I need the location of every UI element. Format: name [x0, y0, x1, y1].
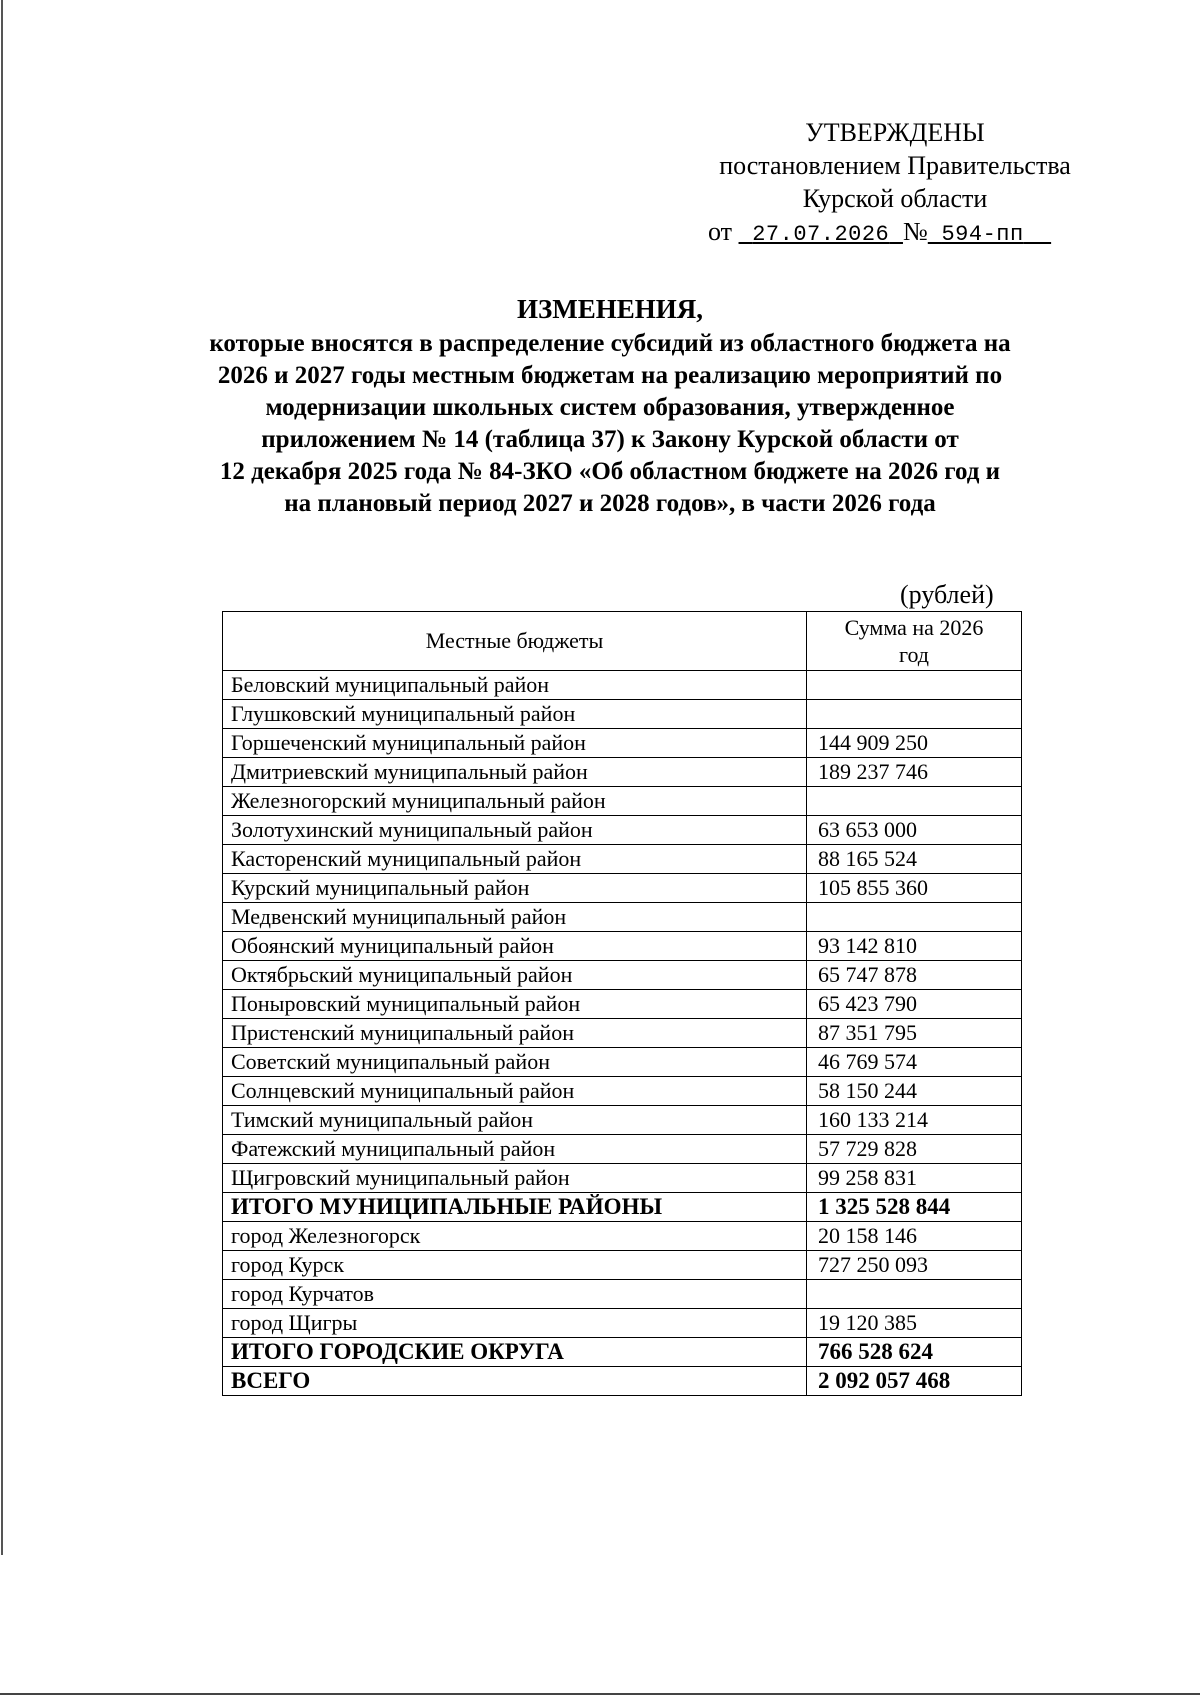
budget-name-cell: Пристенский муниципальный район [223, 1019, 807, 1048]
header-amount-line-2: год [898, 642, 930, 667]
approval-number [928, 222, 1051, 247]
table-row [223, 1106, 1022, 1135]
budget-amount-cell: 144 909 250 [806, 729, 1021, 758]
table-row [223, 758, 1022, 787]
budget-amount-cell: 88 165 524 [806, 845, 1021, 874]
budget-amount-cell: 1 325 528 844 [806, 1193, 1021, 1222]
budget-name-cell: Медвенский муниципальный район [223, 903, 807, 932]
table-row [223, 1251, 1022, 1280]
budget-name-cell: ВСЕГО [223, 1367, 807, 1396]
budget-name-cell: город Курчатов [223, 1280, 807, 1309]
budget-name-cell: Фатежский муниципальный район [223, 1135, 807, 1164]
table-row [223, 1077, 1022, 1106]
budget-amount-cell: 65 423 790 [806, 990, 1021, 1019]
approval-line-3: Курской области [802, 184, 988, 213]
table-row [223, 903, 1022, 932]
budget-name-cell: Беловский муниципальный район [223, 671, 807, 700]
budget-amount-cell: 57 729 828 [806, 1135, 1021, 1164]
table-row [223, 1222, 1022, 1251]
header-local-budgets: Местные бюджеты [223, 612, 807, 671]
table-row [223, 671, 1022, 700]
budget-name-cell: Обоянский муниципальный район [223, 932, 807, 961]
title-heading: ИЗМЕНЕНИЯ, [516, 294, 703, 324]
title-line: на плановый период 2027 и 2028 годов», в части 2026 года [284, 490, 936, 517]
scan-edge-bottom [0, 1693, 1200, 1695]
title-line: 12 декабря 2025 года № 84-ЗКО «Об областном бюджете на 2026 год и [219, 458, 1001, 485]
approval-line-1: УТВЕРЖДЕНЫ [805, 118, 985, 147]
budget-amount-cell: 46 769 574 [806, 1048, 1021, 1077]
table-row [223, 1048, 1022, 1077]
table-total-row [223, 1367, 1022, 1396]
budget-name-cell: город Железногорск [223, 1222, 807, 1251]
budget-amount-cell: 766 528 624 [806, 1338, 1021, 1367]
date-prefix: от [708, 217, 733, 246]
budget-name-cell: Октябрьский муниципальный район [223, 961, 807, 990]
table-row [223, 990, 1022, 1019]
table-total-row [223, 1193, 1022, 1222]
budget-name-cell: Железногорский муниципальный район [223, 787, 807, 816]
budget-amount-cell: 63 653 000 [806, 816, 1021, 845]
budget-amount-cell [806, 700, 1021, 729]
approval-date [739, 222, 903, 247]
budget-name-cell: Глушковский муниципальный район [223, 700, 807, 729]
budget-amount-cell: 99 258 831 [806, 1164, 1021, 1193]
header-amount [806, 612, 1021, 671]
budget-name-cell: ИТОГО МУНИЦИПАЛЬНЫЕ РАЙОНЫ [223, 1193, 807, 1222]
budget-amount-cell: 58 150 244 [806, 1077, 1021, 1106]
budget-table [222, 611, 1022, 1396]
budget-amount-cell: 93 142 810 [806, 932, 1021, 961]
budget-amount-cell [806, 903, 1021, 932]
budget-amount-cell: 2 092 057 468 [806, 1367, 1021, 1396]
approval-number-value: 594-пп [941, 222, 1024, 247]
budget-amount-cell: 20 158 146 [806, 1222, 1021, 1251]
budget-name-cell: Дмитриевский муниципальный район [223, 758, 807, 787]
budget-name-cell: Золотухинский муниципальный район [223, 816, 807, 845]
table-row [223, 1164, 1022, 1193]
document-title [140, 293, 1080, 520]
table-body [223, 671, 1022, 1396]
approval-stamp [680, 116, 1110, 251]
table-row [223, 700, 1022, 729]
budget-amount-cell: 727 250 093 [806, 1251, 1021, 1280]
budget-amount-cell: 160 133 214 [806, 1106, 1021, 1135]
table-total-row [223, 1338, 1022, 1367]
title-line: 2026 и 2027 годы местным бюджетам на реализацию мероприятий по [217, 362, 1003, 389]
table-row [223, 1019, 1022, 1048]
table-row [223, 845, 1022, 874]
budget-amount-cell: 105 855 360 [806, 874, 1021, 903]
budget-name-cell: город Щигры [223, 1309, 807, 1338]
budget-amount-cell: 65 747 878 [806, 961, 1021, 990]
title-line: которые вносятся в распределение субсидий из областного бюджета на [209, 330, 1011, 357]
table-row [223, 816, 1022, 845]
table-row [223, 1309, 1022, 1338]
header-amount-line-1: Сумма на 2026 [844, 615, 984, 640]
budget-name-cell: Горшеченский муниципальный район [223, 729, 807, 758]
scan-edge-left [1, 0, 3, 1555]
budget-name-cell: Поныровский муниципальный район [223, 990, 807, 1019]
budget-name-cell: город Курск [223, 1251, 807, 1280]
units-label: (рублей) [900, 580, 994, 609]
approval-date-value: 27.07.2026 [752, 222, 890, 247]
budget-name-cell: Советский муниципальный район [223, 1048, 807, 1077]
budget-amount-cell: 189 237 746 [806, 758, 1021, 787]
budget-name-cell: ИТОГО ГОРОДСКИЕ ОКРУГА [223, 1338, 807, 1367]
budget-amount-cell: 19 120 385 [806, 1309, 1021, 1338]
table-row [223, 729, 1022, 758]
budget-name-cell: Тимский муниципальный район [223, 1106, 807, 1135]
title-line: приложением № 14 (таблица 37) к Закону Курской области от [261, 426, 959, 453]
table-row [223, 787, 1022, 816]
number-prefix: № [902, 217, 928, 246]
table-row [223, 961, 1022, 990]
budget-name-cell: Солнцевский муниципальный район [223, 1077, 807, 1106]
budget-amount-cell [806, 787, 1021, 816]
approval-date-line [680, 215, 1110, 251]
budget-amount-cell [806, 671, 1021, 700]
table-row [223, 932, 1022, 961]
budget-name-cell: Касторенский муниципальный район [223, 845, 807, 874]
budget-amount-cell [806, 1280, 1021, 1309]
table-row [223, 874, 1022, 903]
table-header-row [223, 612, 1022, 671]
budget-name-cell: Щигровский муниципальный район [223, 1164, 807, 1193]
title-line: модернизации школьных систем образования, утвержденное [265, 394, 955, 421]
budget-amount-cell: 87 351 795 [806, 1019, 1021, 1048]
table-row [223, 1135, 1022, 1164]
approval-line-2: постановлением Правительства [719, 151, 1071, 180]
budget-name-cell: Курский муниципальный район [223, 874, 807, 903]
table-row [223, 1280, 1022, 1309]
